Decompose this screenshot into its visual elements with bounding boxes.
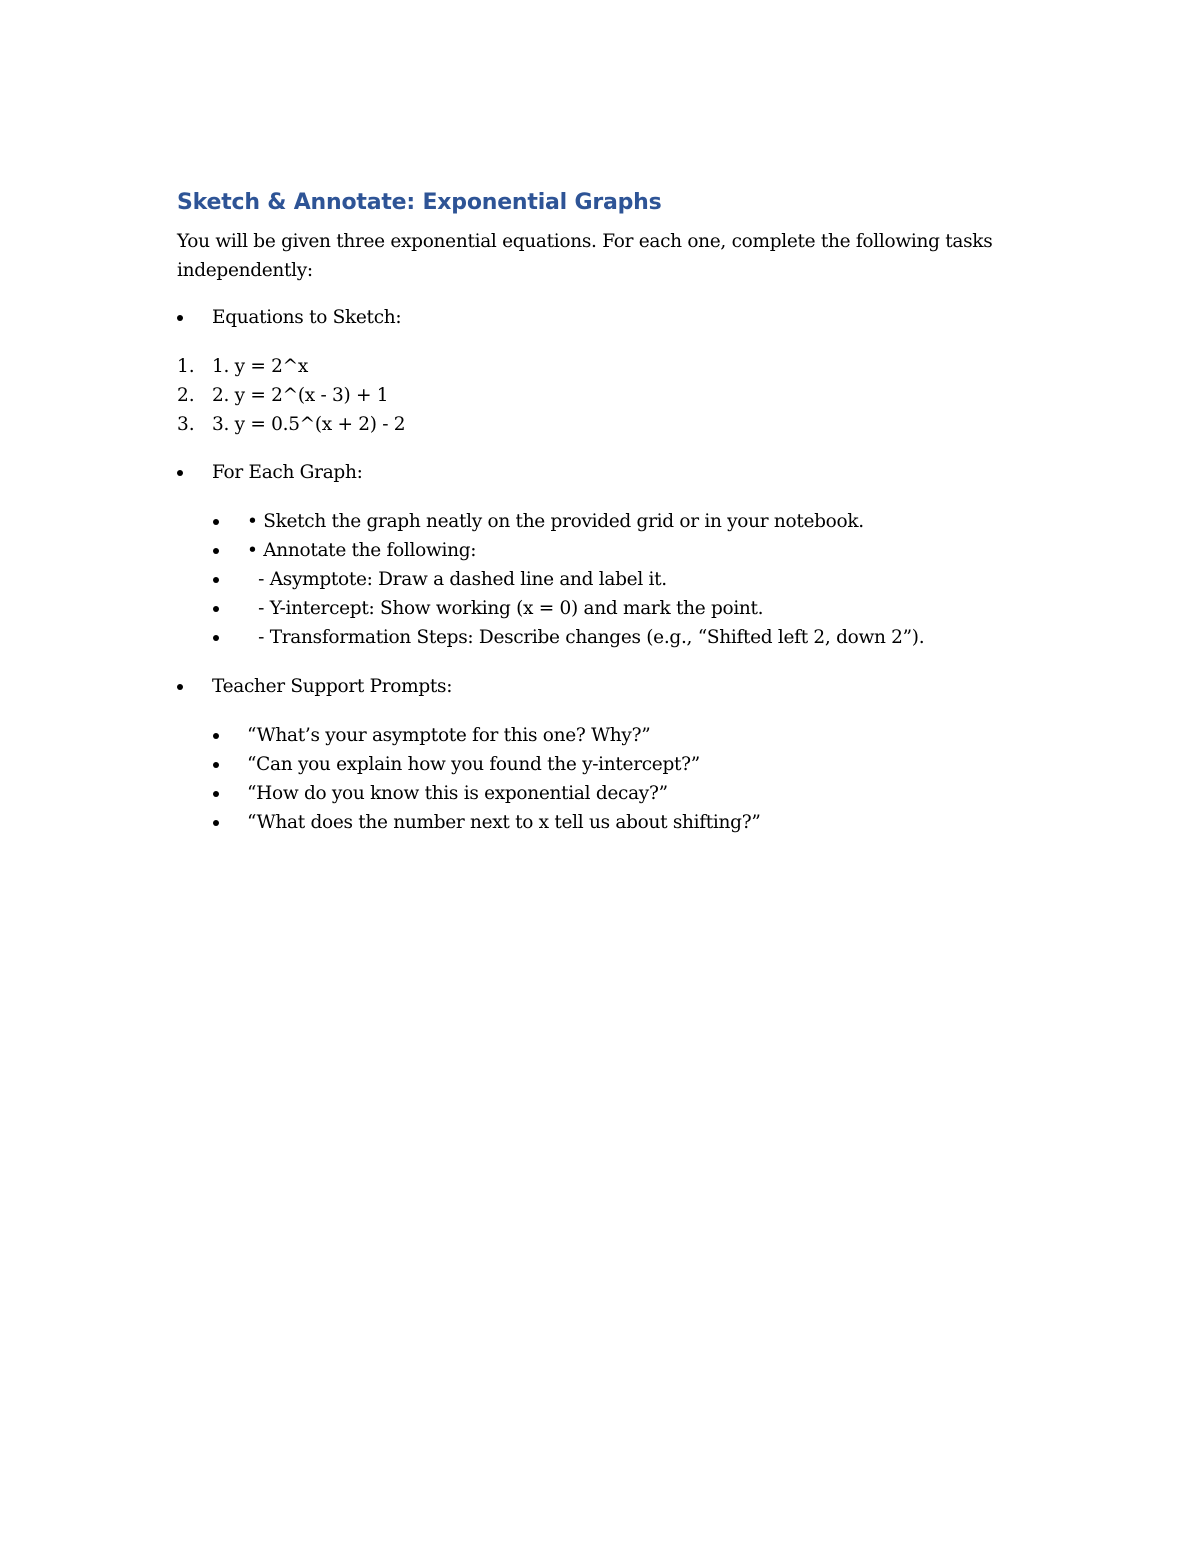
bullet-icon	[213, 519, 219, 525]
list-number: 3.	[177, 414, 195, 435]
equation-item: 1. y = 2^x	[212, 356, 308, 377]
prompt-item: “How do you know this is exponential decay?”	[247, 783, 668, 804]
bullet-icon	[213, 733, 219, 739]
equation-item: 3. y = 0.5^(x + 2) - 2	[212, 414, 406, 435]
intro-paragraph: You will be given three exponential equations. For each one, complete the following tasks independently:	[177, 231, 993, 281]
bullet-icon	[213, 548, 219, 554]
task-item: • Annotate the following:	[247, 540, 477, 561]
task-item: - Y-intercept: Show working (x = 0) and mark the point.	[247, 598, 764, 619]
section-label-each-graph: For Each Graph:	[212, 462, 363, 483]
bullet-icon	[213, 635, 219, 641]
task-item: • Sketch the graph neatly on the provided grid or in your notebook.	[247, 511, 864, 532]
prompt-item: “What does the number next to x tell us about shifting?”	[247, 812, 761, 833]
bullet-icon	[177, 470, 183, 476]
bullet-icon	[213, 762, 219, 768]
task-item: - Transformation Steps: Describe changes (e.g., “Shifted left 2, down 2”).	[247, 627, 925, 648]
section-label-prompts: Teacher Support Prompts:	[212, 676, 453, 697]
equation-item: 2. y = 2^(x - 3) + 1	[212, 385, 389, 406]
bullet-icon	[213, 820, 219, 826]
bullet-icon	[177, 315, 183, 321]
task-item: - Asymptote: Draw a dashed line and label it.	[247, 569, 667, 590]
prompt-item: “What’s your asymptote for this one? Why?”	[247, 725, 651, 746]
list-number: 2.	[177, 385, 195, 406]
prompt-item: “Can you explain how you found the y-intercept?”	[247, 754, 700, 775]
list-number: 1.	[177, 356, 195, 377]
bullet-icon	[213, 791, 219, 797]
bullet-icon	[213, 606, 219, 612]
bullet-icon	[177, 684, 183, 690]
bullet-icon	[213, 577, 219, 583]
section-label-equations: Equations to Sketch:	[212, 307, 402, 328]
document-title: Sketch & Annotate: Exponential Graphs	[177, 190, 662, 215]
